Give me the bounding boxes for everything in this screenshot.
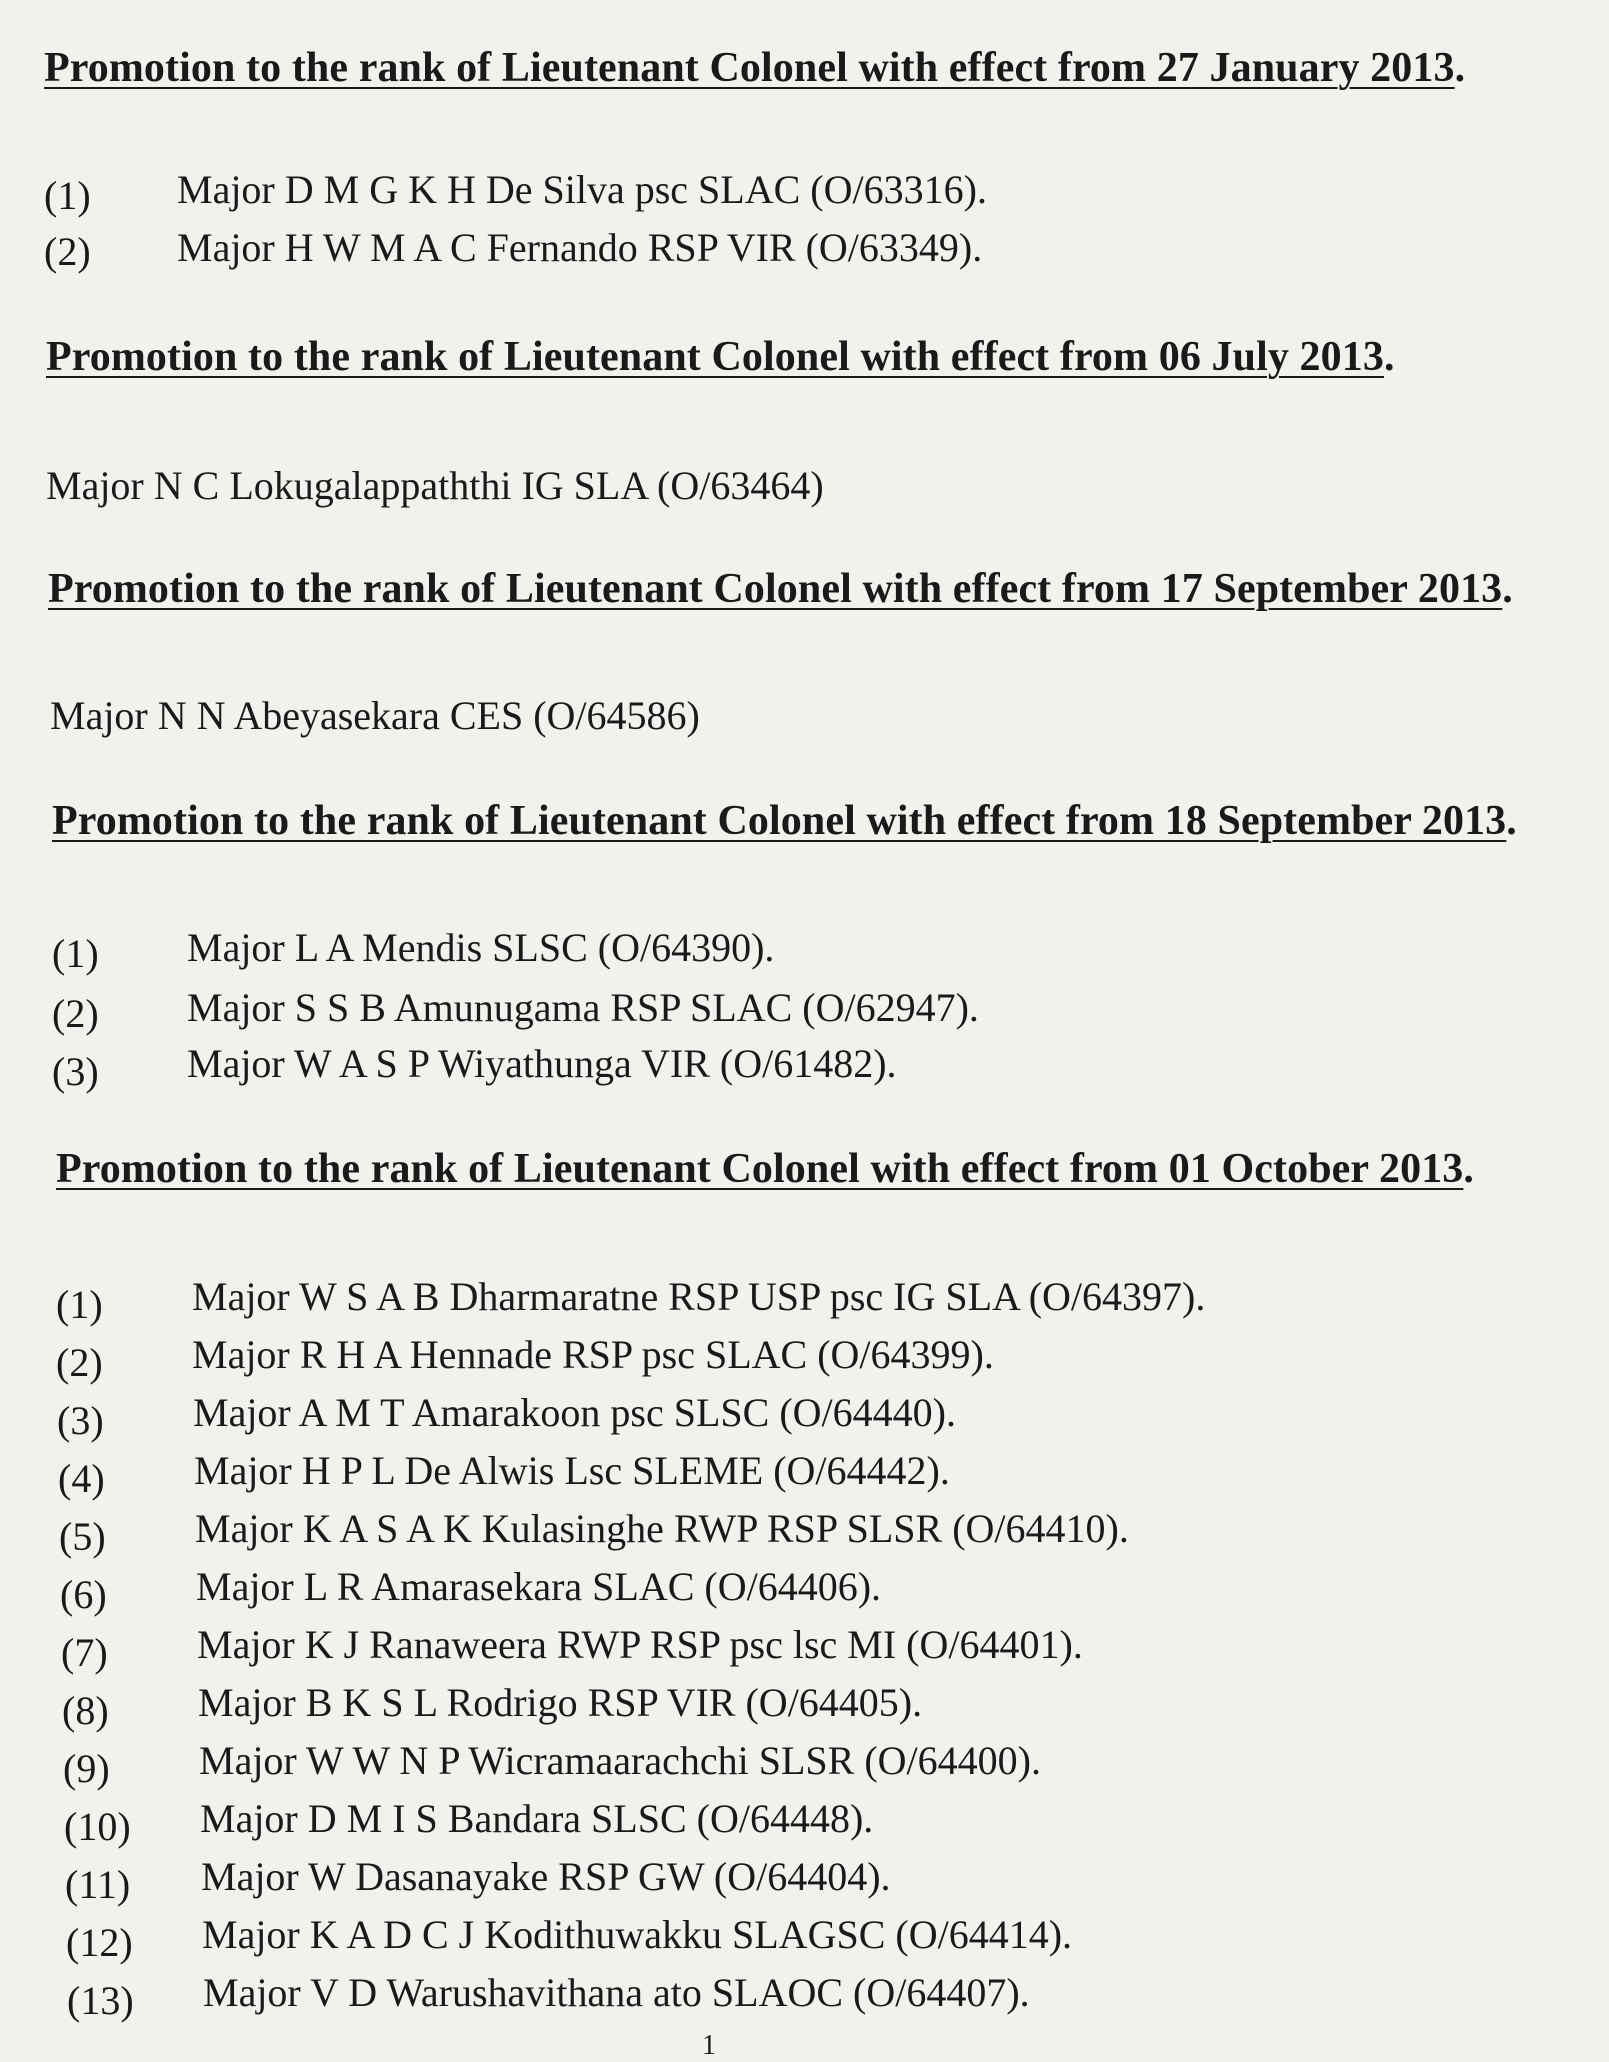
item-number: (3) (52, 1049, 99, 1094)
page-number: 1 (702, 2030, 716, 2061)
item-number: (2) (44, 229, 91, 274)
item-number: (4) (58, 1456, 105, 1501)
item-number: (1) (44, 173, 91, 218)
item-number: (5) (59, 1514, 106, 1559)
section-heading: Promotion to the rank of Lieutenant Colonel with effect from 27 January 2013. (44, 45, 1466, 91)
promotion-entry: Major D M G K H De Silva psc SLAC (O/63316). (177, 167, 987, 212)
item-number: (2) (52, 991, 99, 1036)
item-number: (1) (56, 1282, 103, 1327)
item-number: (6) (60, 1572, 107, 1617)
section-heading: Promotion to the rank of Lieutenant Colonel with effect from 01 October 2013. (56, 1146, 1475, 1192)
promotion-entry: Major W Dasanayake RSP GW (O/64404). (201, 1854, 891, 1899)
promotion-entry: Major W A S P Wiyathunga VIR (O/61482). (187, 1041, 897, 1086)
item-number: (10) (64, 1804, 131, 1849)
item-number: (11) (65, 1862, 131, 1907)
item-number: (13) (67, 1978, 134, 2023)
item-number: (1) (52, 931, 99, 976)
promotion-entry: Major S S B Amunugama RSP SLAC (O/62947). (187, 985, 979, 1030)
promotion-entry: Major K A D C J Kodithuwakku SLAGSC (O/64414). (202, 1912, 1073, 1957)
promotion-entry: Major H P L De Alwis Lsc SLEME (O/64442). (194, 1448, 950, 1493)
item-number: (9) (63, 1746, 110, 1791)
promotion-entry: Major N N Abeyasekara CES (O/64586) (50, 693, 700, 738)
promotion-entry: Major L R Amarasekara SLAC (O/64406). (196, 1564, 882, 1609)
section-heading: Promotion to the rank of Lieutenant Colonel with effect from 06 July 2013. (46, 334, 1395, 380)
item-number: (12) (66, 1920, 133, 1965)
promotion-entry: Major L A Mendis SLSC (O/64390). (187, 925, 775, 970)
promotion-entry: Major A M T Amarakoon psc SLSC (O/64440). (193, 1390, 956, 1435)
promotion-entry: Major R H A Hennade RSP psc SLAC (O/64399). (192, 1332, 994, 1377)
promotion-entry: Major K J Ranaweera RWP RSP psc lsc MI (O/64401). (197, 1622, 1083, 1667)
promotion-entry: Major K A S A K Kulasinghe RWP RSP SLSR (O/64410). (195, 1506, 1129, 1551)
promotion-entry: Major V D Warushavithana ato SLAOC (O/64407). (203, 1970, 1030, 2015)
promotion-entry: Major W S A B Dharmaratne RSP USP psc IG SLA (O/64397). (192, 1274, 1206, 1319)
item-number: (7) (61, 1630, 108, 1675)
promotion-entry: Major N C Lokugalappaththi IG SLA (O/63464) (46, 463, 824, 508)
promotion-entry: Major H W M A C Fernando RSP VIR (O/63349). (177, 225, 983, 270)
section-heading: Promotion to the rank of Lieutenant Colonel with effect from 18 September 2013. (52, 798, 1517, 844)
item-number: (2) (56, 1340, 103, 1385)
item-number: (3) (57, 1398, 104, 1443)
promotion-entry: Major W W N P Wicramaarachchi SLSR (O/64400). (199, 1738, 1041, 1783)
promotion-entry: Major D M I S Bandara SLSC (O/64448). (200, 1796, 874, 1841)
promotion-entry: Major B K S L Rodrigo RSP VIR (O/64405). (198, 1680, 923, 1725)
item-number: (8) (62, 1688, 109, 1733)
section-heading: Promotion to the rank of Lieutenant Colonel with effect from 17 September 2013. (48, 566, 1513, 612)
